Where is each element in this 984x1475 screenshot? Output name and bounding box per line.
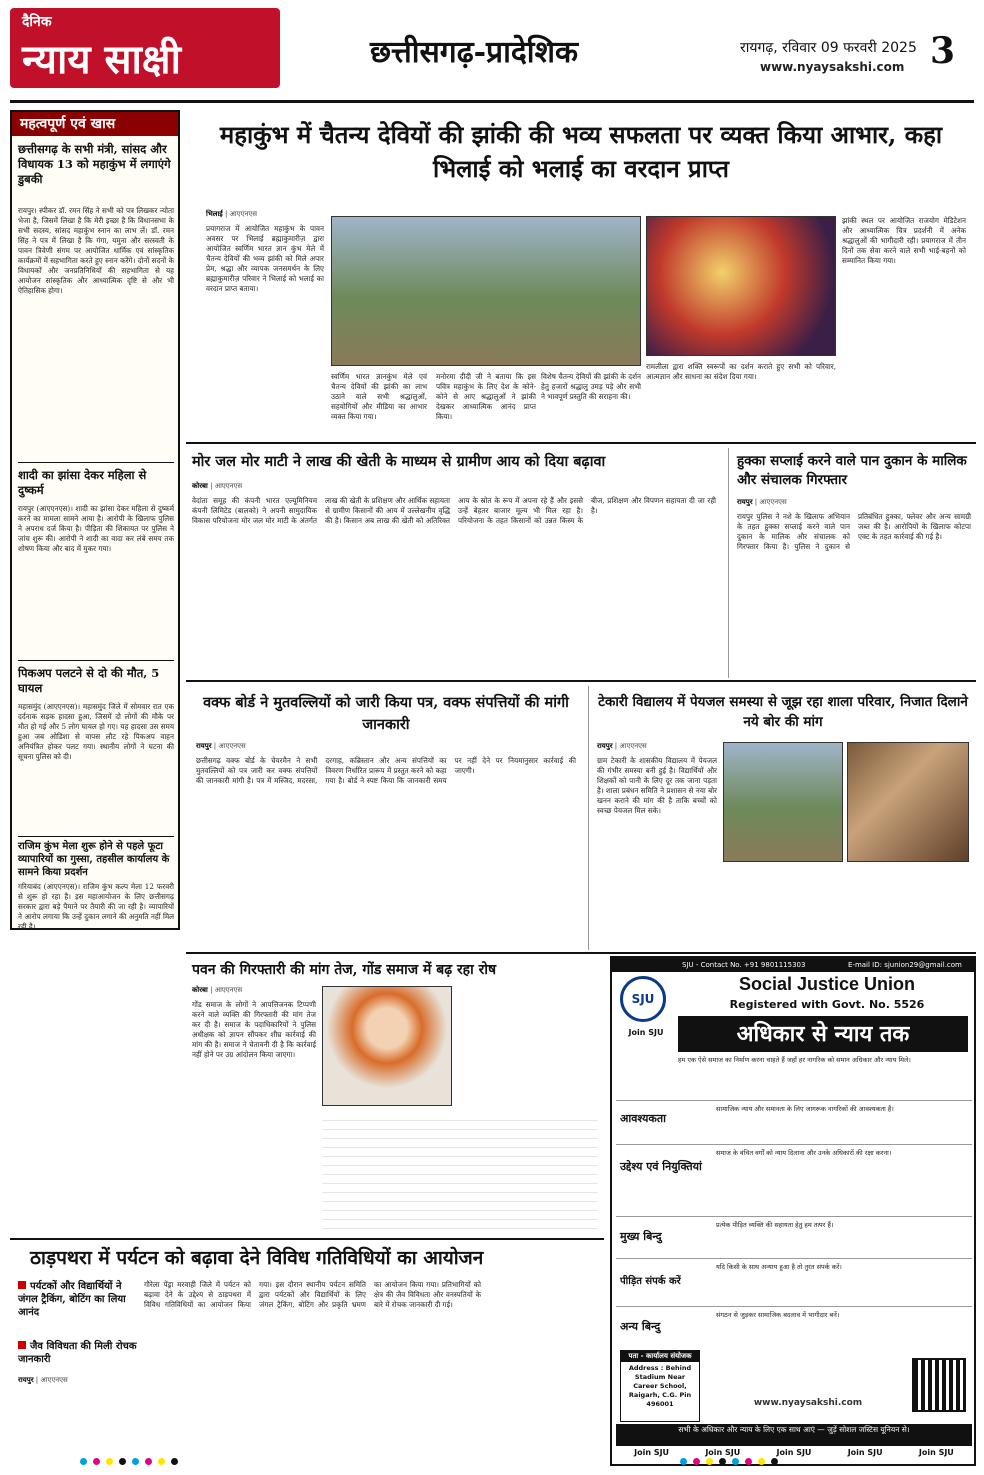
registration-dot	[719, 1458, 726, 1465]
page-number: 3	[930, 30, 956, 72]
ad-row-label: आवश्यकता	[620, 1112, 666, 1125]
lead-col4: विशेष चैतन्य देवियों की झांकी के दर्शन हेतु हजारों श्रद्धालु उमड़ पड़े और सभी ने भावपूर्ण प्रस्तुति की सराहना की।	[541, 372, 641, 401]
gond-portrait	[322, 986, 452, 1106]
ad-row	[616, 1258, 972, 1304]
gond-body: गोंड समाज के लोगों ने आपत्तिजनक टिप्पणी करने वाले व्यक्ति की गिरफ्तारी की मांग तेज कर दी है। समाज के पदाधिकारियों ने पुलिस अधीक्षक को ज्ञापन सौंपकर शीघ्र कार्रवाई की मांग की है। समाज ने चेतावनी दी है कि कार्रवाई नहीं होने पर उग्र आंदोलन किया जाएगा।	[192, 1000, 316, 1059]
sju-logo: SJU	[620, 976, 666, 1022]
registration-dot	[732, 1458, 739, 1465]
section-rule	[186, 442, 976, 444]
ad-contact: SJU - Contact No. +91 9801115303	[682, 961, 806, 969]
registration-dot	[106, 1458, 113, 1465]
byline-place: रायपुर	[597, 742, 613, 750]
sidebar-divider	[18, 462, 174, 463]
ad-row-label: उद्देश्य एवं नियुक्तियां	[620, 1160, 702, 1173]
registration-dot	[693, 1458, 700, 1465]
tourism-bullet-text: जैव विविधता की मिली रोचक जानकारी	[18, 1341, 137, 1365]
gond-body-cont	[322, 1112, 598, 1230]
byline-agency: आएएनएस	[40, 1376, 68, 1384]
ad-row-label: मुख्य बिन्दु	[620, 1230, 662, 1243]
ad-email: E-mail ID: sjunion29@gmail.com	[848, 961, 962, 969]
waqf-byline: रायपुर | आएएनएस	[196, 742, 246, 750]
registration-dot	[758, 1458, 765, 1465]
lead-headline: महाकुंभ में चैतन्य देवियों की झांकी की भव्य सफलता पर व्यक्त किया आभार, कहा भिलाई को भलाई का वरदान प्राप्त	[219, 120, 943, 183]
byline-agency: आएएनएस	[619, 742, 647, 750]
story-lakh	[186, 448, 722, 678]
sidebar-story4-body: गरियाबंद (आएएनएस)। राजिम कुंभ कल्प मेला 12 फरवरी से शुरू हो रहा है। इस महाआयोजन के लिए छत्तीसगढ़ सरकार द्वारा बड़े पैमाने पर तैयारी की जा रही है। व्यापारियों ने आरोप लगाया कि उन्हें दुकान लगाने की अनुमति नहीं मिल रही है।	[18, 882, 174, 931]
registration-dot	[145, 1458, 152, 1465]
story-gond	[186, 956, 604, 1236]
ad-row	[616, 1100, 972, 1142]
ad-row-text: प्रत्येक पीड़ित व्यक्ति की सहायता हेतु हम तत्पर हैं।	[716, 1221, 834, 1229]
masthead-rule	[10, 100, 974, 103]
lead-photo-crowd	[331, 216, 641, 366]
ad-row	[616, 1144, 972, 1214]
bullet-icon	[18, 1281, 26, 1289]
dateline: रायगढ़, रविवार 09 फरवरी 2025	[740, 40, 917, 56]
ad-row	[616, 1306, 972, 1346]
registration-dot	[771, 1458, 778, 1465]
byline-place: कोरबा	[192, 986, 208, 994]
ad-office-head: पता - कार्यालय संयोजक	[621, 1351, 699, 1362]
ad-join-link[interactable]: Join SJU	[918, 1448, 954, 1457]
sidebar-story2-headline: शादी का झांसा देकर महिला से दुष्कर्म	[18, 468, 147, 497]
lead-byline: भिलाई | आएएनएस	[206, 210, 257, 218]
ad-row-label: पीड़ित संपर्क करें	[620, 1276, 681, 1287]
registration-dot	[706, 1458, 713, 1465]
sidebar-divider	[18, 660, 174, 661]
sidebar-story3-headline: पिकअप पलटने से दो की मौत, 5 घायल	[18, 666, 160, 695]
byline-agency: आएएनएस	[214, 986, 243, 994]
registration-dot	[680, 1458, 687, 1465]
byline-agency: आएएनएस	[214, 482, 243, 490]
lead-col6: झांकी स्थल पर आयोजित राजयोग मेडिटेशन और आध्यात्मिक चित्र प्रदर्शनी में अनेक श्रद्धालुओं की भागीदारी रही। प्रयागराज में तीन दिनों तक सेवा करने वाले सभी भाई-बहनों को सम्मानित किया गया।	[842, 216, 966, 265]
story-school	[588, 686, 976, 950]
lakh-headline: मोर जल मोर माटी ने लाख की खेती के माध्यम से ग्रामीण आय को दिया बढ़ावा	[192, 453, 606, 470]
sidebar-story3-body: महासमुंद (आएएनएस)। महासमुंद जिले में सोमवार रात एक दर्दनाक सड़क हादसा हुआ, जिसमें दो लोगों की मौके पर मौत हो गई और 5 लोग घायल हो गए। यह हादसा उस समय हुआ जब ओडिशा से वापस लौट रहे पिकअप वाहन अनियंत्रित होकर पलट गया। स्थानीय लोगों ने घटना की सूचना पुलिस को दी।	[18, 702, 174, 761]
ad-row	[616, 1216, 972, 1256]
byline-place: रायपुर	[196, 742, 212, 750]
registration-dot	[80, 1458, 87, 1465]
section-rule	[186, 952, 976, 954]
gond-headline: पवन की गिरफ्तारी की मांग तेज, गोंड समाज में बढ़ रहा रोष	[192, 962, 497, 978]
school-photo	[723, 742, 843, 862]
sju-ad	[610, 956, 976, 1466]
lead-col1: प्रयागराज में आयोजित महाकुंभ के पावन अवसर पर भिलाई ब्रह्माकुमारीज़ द्वारा आयोजित स्वर्णिम भारत ज्ञान कुंभ मेले में चैतन्य देवियों की भव्य झांकी को मिले अपार प्रेम, श्रद्धा और व्यापक जनसमर्थन के लिए ब्रह्माकुमारीज़ परिवार ने भिलाई को भलाई का वरदान प्राप्त बताया।	[206, 224, 324, 293]
gond-byline: कोरबा | आएएनएस	[192, 986, 243, 994]
ad-footer-web: www.nyaysakshi.com	[753, 1398, 863, 1408]
ad-row-text: सामाजिक न्याय और समानता के लिए जागरूक नागरिकों की आवश्यकता है।	[716, 1105, 894, 1113]
masthead-title: न्याय साक्षी	[22, 36, 181, 83]
byline-place: रायपुर	[737, 498, 753, 506]
lakh-byline: कोरबा | आएएनएस	[192, 482, 243, 490]
registration-dots-left	[80, 1458, 178, 1465]
sidebar	[10, 110, 180, 930]
website: www.nyaysakshi.com	[760, 60, 905, 74]
story-waqf	[186, 686, 584, 950]
hukka-body: रायपुर पुलिस ने नशे के खिलाफ अभियान के तहत हुक्का सप्लाई करने वाले पान दुकान के मालिक और संचालक को गिरफ्तार किया है। पुलिस ने दुकान से प्रतिबंधित हुक्का, फ्लेवर और अन्य सामग्री जब्त की है। आरोपियों के खिलाफ कोटपा एक्ट के तहत कार्रवाई की गई है।	[737, 512, 971, 551]
byline-place: भिलाई	[206, 210, 223, 218]
registration-dot	[119, 1458, 126, 1465]
registration-dots-right	[680, 1458, 778, 1465]
hukka-byline: रायपुर | आएएनएस	[737, 498, 787, 506]
ad-join-strip	[616, 1448, 972, 1462]
waqf-body: छत्तीसगढ़ वक्फ बोर्ड के चेयरमैन ने सभी मुतवल्लियों को पत्र जारी कर वक्फ संपत्तियों की जानकारी मांगी है। पत्र में मस्जिद, मदरसा, दरगाह, कब्रिस्तान और अन्य संपत्तियों का विवरण निर्धारित प्रारूप में प्रस्तुत करने को कहा गया है। बोर्ड ने स्पष्ट किया कि जानकारी समय पर नहीं देने पर नियमानुसार कार्रवाई की जाएगी।	[196, 756, 576, 785]
registration-dot	[158, 1458, 165, 1465]
ad-topbar	[612, 958, 974, 972]
section-rule	[10, 1238, 604, 1240]
waqf-headline: वक्फ बोर्ड ने मुतवल्लियों को जारी किया पत्र, वक्फ संपत्तियों की मांगी जानकारी	[203, 694, 569, 733]
sidebar-heading: महत्वपूर्ण एवं खास	[12, 112, 178, 136]
tourism-byline: रायपुर | आएएनएस	[18, 1376, 68, 1384]
ad-footer-text: सभी के अधिकार और न्याय के लिए एक साथ आएं — जुड़ें सोशल जस्टिस यूनियन से।	[616, 1424, 972, 1446]
byline-agency: आएएनएस	[229, 210, 257, 218]
school-headline: टेकारी विद्यालय में पेयजल समस्या से जूझ रहा शाला परिवार, निजात दिलाने नये बोर की मांग	[598, 694, 968, 730]
masthead	[0, 0, 984, 108]
byline-agency: आएएनएस	[218, 742, 246, 750]
section-rule	[186, 680, 976, 682]
sidebar-story1-body: रायपुर। स्पीकर डॉ. रमन सिंह ने सभी को पत्र लिखकर न्योता भेजा है, जिसमें लिखा है कि मेरी इच्छा है कि विधानसभा के सभी सदस्य, सांसद महाकुंभ स्नान का लाभ लें। डॉ. रमन सिंह ने पत्र में लिखा है कि गंगा, यमुना और सरस्वती के पावन त्रिवेणी संगम पर आयोजित धार्मिक एवं सांस्कृतिक कार्यक्रमों में सहभागिता करते हुए स्नान करेंगे। दोनों सदनों के विधायकों और जनप्रतिनिधियों की सहभागिता से यह आयोजन सांस्कृतिक और आध्यात्मिक दृष्टि से और भी ऐतिहासिक होगा।	[18, 206, 174, 295]
sidebar-divider	[18, 836, 174, 837]
lead-col3: मनोरमा दीदी जी ने बताया कि इस पवित्र महाकुंभ के लिए देश के कोने-कोने से आए श्रद्धालुओं ने झांकी देखकर आध्यात्मिक आनंद प्राप्त किया।	[436, 372, 536, 421]
ad-address-box	[620, 1350, 700, 1422]
section-title: छत्तीसगढ़-प्रादेशिक	[370, 35, 579, 70]
sidebar-story1-headline: छत्तीसगढ़ के सभी मंत्री, सांसद और विधायक 13 को महाकुंभ में लगाएंगे डुबकी	[18, 142, 171, 186]
ad-banner: अधिकार से न्याय तक	[678, 1016, 968, 1052]
ad-join[interactable]: Join SJU	[628, 1028, 664, 1037]
masthead-small: दैनिक	[22, 14, 52, 30]
byline-place: रायपुर	[18, 1376, 34, 1384]
tourism-bullet	[18, 1280, 138, 1319]
byline-agency: आएएनएस	[759, 498, 787, 506]
ad-join-link[interactable]: Join SJU	[634, 1448, 670, 1457]
tourism-body: गौरेला पेंड्रा मरवाही जिले में पर्यटन को बढ़ावा देने के उद्देश्य से ठाड़पथरा में विविध गतिविधियों का आयोजन किया गया। इस दौरान स्थानीय पर्यटन समिति द्वारा पर्यटकों और विद्यार्थियों के लिए जंगल ट्रैकिंग, बोटिंग और प्रकृति भ्रमण का आयोजन किया गया। प्रतिभागियों को क्षेत्र की जैव विविधता और वनस्पतियों के बारे में रोचक जानकारी दी गई।	[144, 1280, 481, 1309]
tourism-bullet-text: पर्यटकों और विद्यार्थियों ने जंगल ट्रैकिंग, बोटिंग का लिया आनंद	[18, 1281, 126, 1318]
masthead-logo-block	[10, 8, 280, 88]
ad-join-link[interactable]: Join SJU	[776, 1448, 812, 1457]
tourism-headline: ठाड़पथरा में पर्यटन को बढ़ावा देने विविध गतिविधियों का आयोजन	[30, 1247, 484, 1269]
ad-row-label: अन्य बिन्दु	[620, 1320, 661, 1333]
ad-row-text: समाज के वंचित वर्गों को न्याय दिलाना और उनके अधिकारों की रक्षा करना।	[716, 1149, 892, 1157]
lead-story	[186, 110, 976, 440]
ad-join-link[interactable]: Join SJU	[847, 1448, 883, 1457]
sidebar-story4-headline: राजिम कुंभ मेला शुरू होने से पहले फूटा व्यापारियों का गुस्सा, तहसील कार्यालय के सामने किया प्रदर्शन	[18, 841, 170, 878]
sidebar-story2-body: रायपुर (आएएनएस)। शादी का झांसा देकर महिला से दुष्कर्म करने का मामला सामने आया है। आरोपी के खिलाफ पुलिस ने अपराध दर्ज किया है। पीड़िता की शिकायत पर पुलिस ने जांच शुरू की। आरोपी ने शादी का वादा कर लंबे समय तक शोषण किया और बाद में मुकर गया।	[18, 504, 174, 553]
registration-dot	[171, 1458, 178, 1465]
lead-photo-tableau	[646, 216, 836, 356]
lead-col5: रामलीला द्वारा शक्ति स्वरूपों का दर्शन कराते हुए सभी को परिवार, आत्मज्ञान और साधना का संदेश दिया गया।	[646, 362, 836, 381]
hukka-headline: हुक्का सप्लाई करने वाले पान दुकान के मालिक और संचालक गिरफ्तार	[737, 453, 967, 488]
registration-dot	[93, 1458, 100, 1465]
ad-qr	[912, 1358, 966, 1412]
tourism-bullet	[18, 1340, 138, 1366]
lakh-body: वेदांता समूह की कंपनी भारत एल्यूमिनियम कंपनी लिमिटेड (बालको) ने अपनी सामुदायिक विकास परियोजना मोर जल मोर माटी के अंतर्गत लाख की खेती के प्रशिक्षण और आर्थिक सहायता से ग्रामीण किसानों की आय में उल्लेखनीय वृद्धि की है। किसान अब लाख की खेती को अतिरिक्त आय के स्रोत के रूप में अपना रहे हैं और इससे उन्हें बेहतर बाजार मूल्य भी मिल रहा है। परियोजना के तहत किसानों को उन्नत किस्म के बीज, प्रशिक्षण और विपणन सहायता दी जा रही है।	[192, 496, 716, 525]
ad-join-link[interactable]: Join SJU	[705, 1448, 741, 1457]
bullet-icon	[18, 1341, 26, 1349]
byline-place: कोरबा	[192, 482, 208, 490]
school-body: ग्राम टेकारी के शासकीय विद्यालय में पेयजल की गंभीर समस्या बनी हुई है। विद्यार्थियों और शिक्षकों को पानी के लिए दूर तक जाना पड़ता है। शाला प्रबंधन समिति ने प्रशासन से नया बोर खनन कराने की मांग की है ताकि बच्चों को स्वच्छ पेयजल मिल सके।	[597, 756, 717, 815]
story-hukka	[728, 448, 976, 678]
registration-dot	[132, 1458, 139, 1465]
school-byline: रायपुर | आएएनएस	[597, 742, 647, 750]
ad-row-text: यदि किसी के साथ अन्याय हुआ है तो तुरंत संपर्क करें।	[716, 1263, 842, 1271]
registration-dot	[745, 1458, 752, 1465]
ad-intro: हम एक ऐसे समाज का निर्माण करना चाहते हैं जहाँ हर नागरिक को समान अधिकार और न्याय मिले।	[678, 1056, 911, 1064]
ad-address: Address : Behind Stadium Near Career School, Raigarh, C.G. Pin 496001	[628, 1364, 692, 1408]
story-tourism	[10, 1242, 604, 1450]
ad-org: Social Justice Union	[738, 974, 916, 994]
lead-col2: स्वर्णिम भारत ज्ञानकुंभ मेले एवं चैतन्य देवियों की झांकी का लाभ उठाने वाले सभी श्रद्धालुओं, सहयोगियों और मीडिया का आभार व्यक्त किया गया।	[331, 372, 427, 421]
school-photo-2	[847, 742, 969, 862]
ad-reg: Registered with Govt. No. 5526	[729, 998, 925, 1011]
ad-row-text: संगठन से जुड़कर सामाजिक बदलाव में भागीदार बनें।	[716, 1311, 840, 1319]
